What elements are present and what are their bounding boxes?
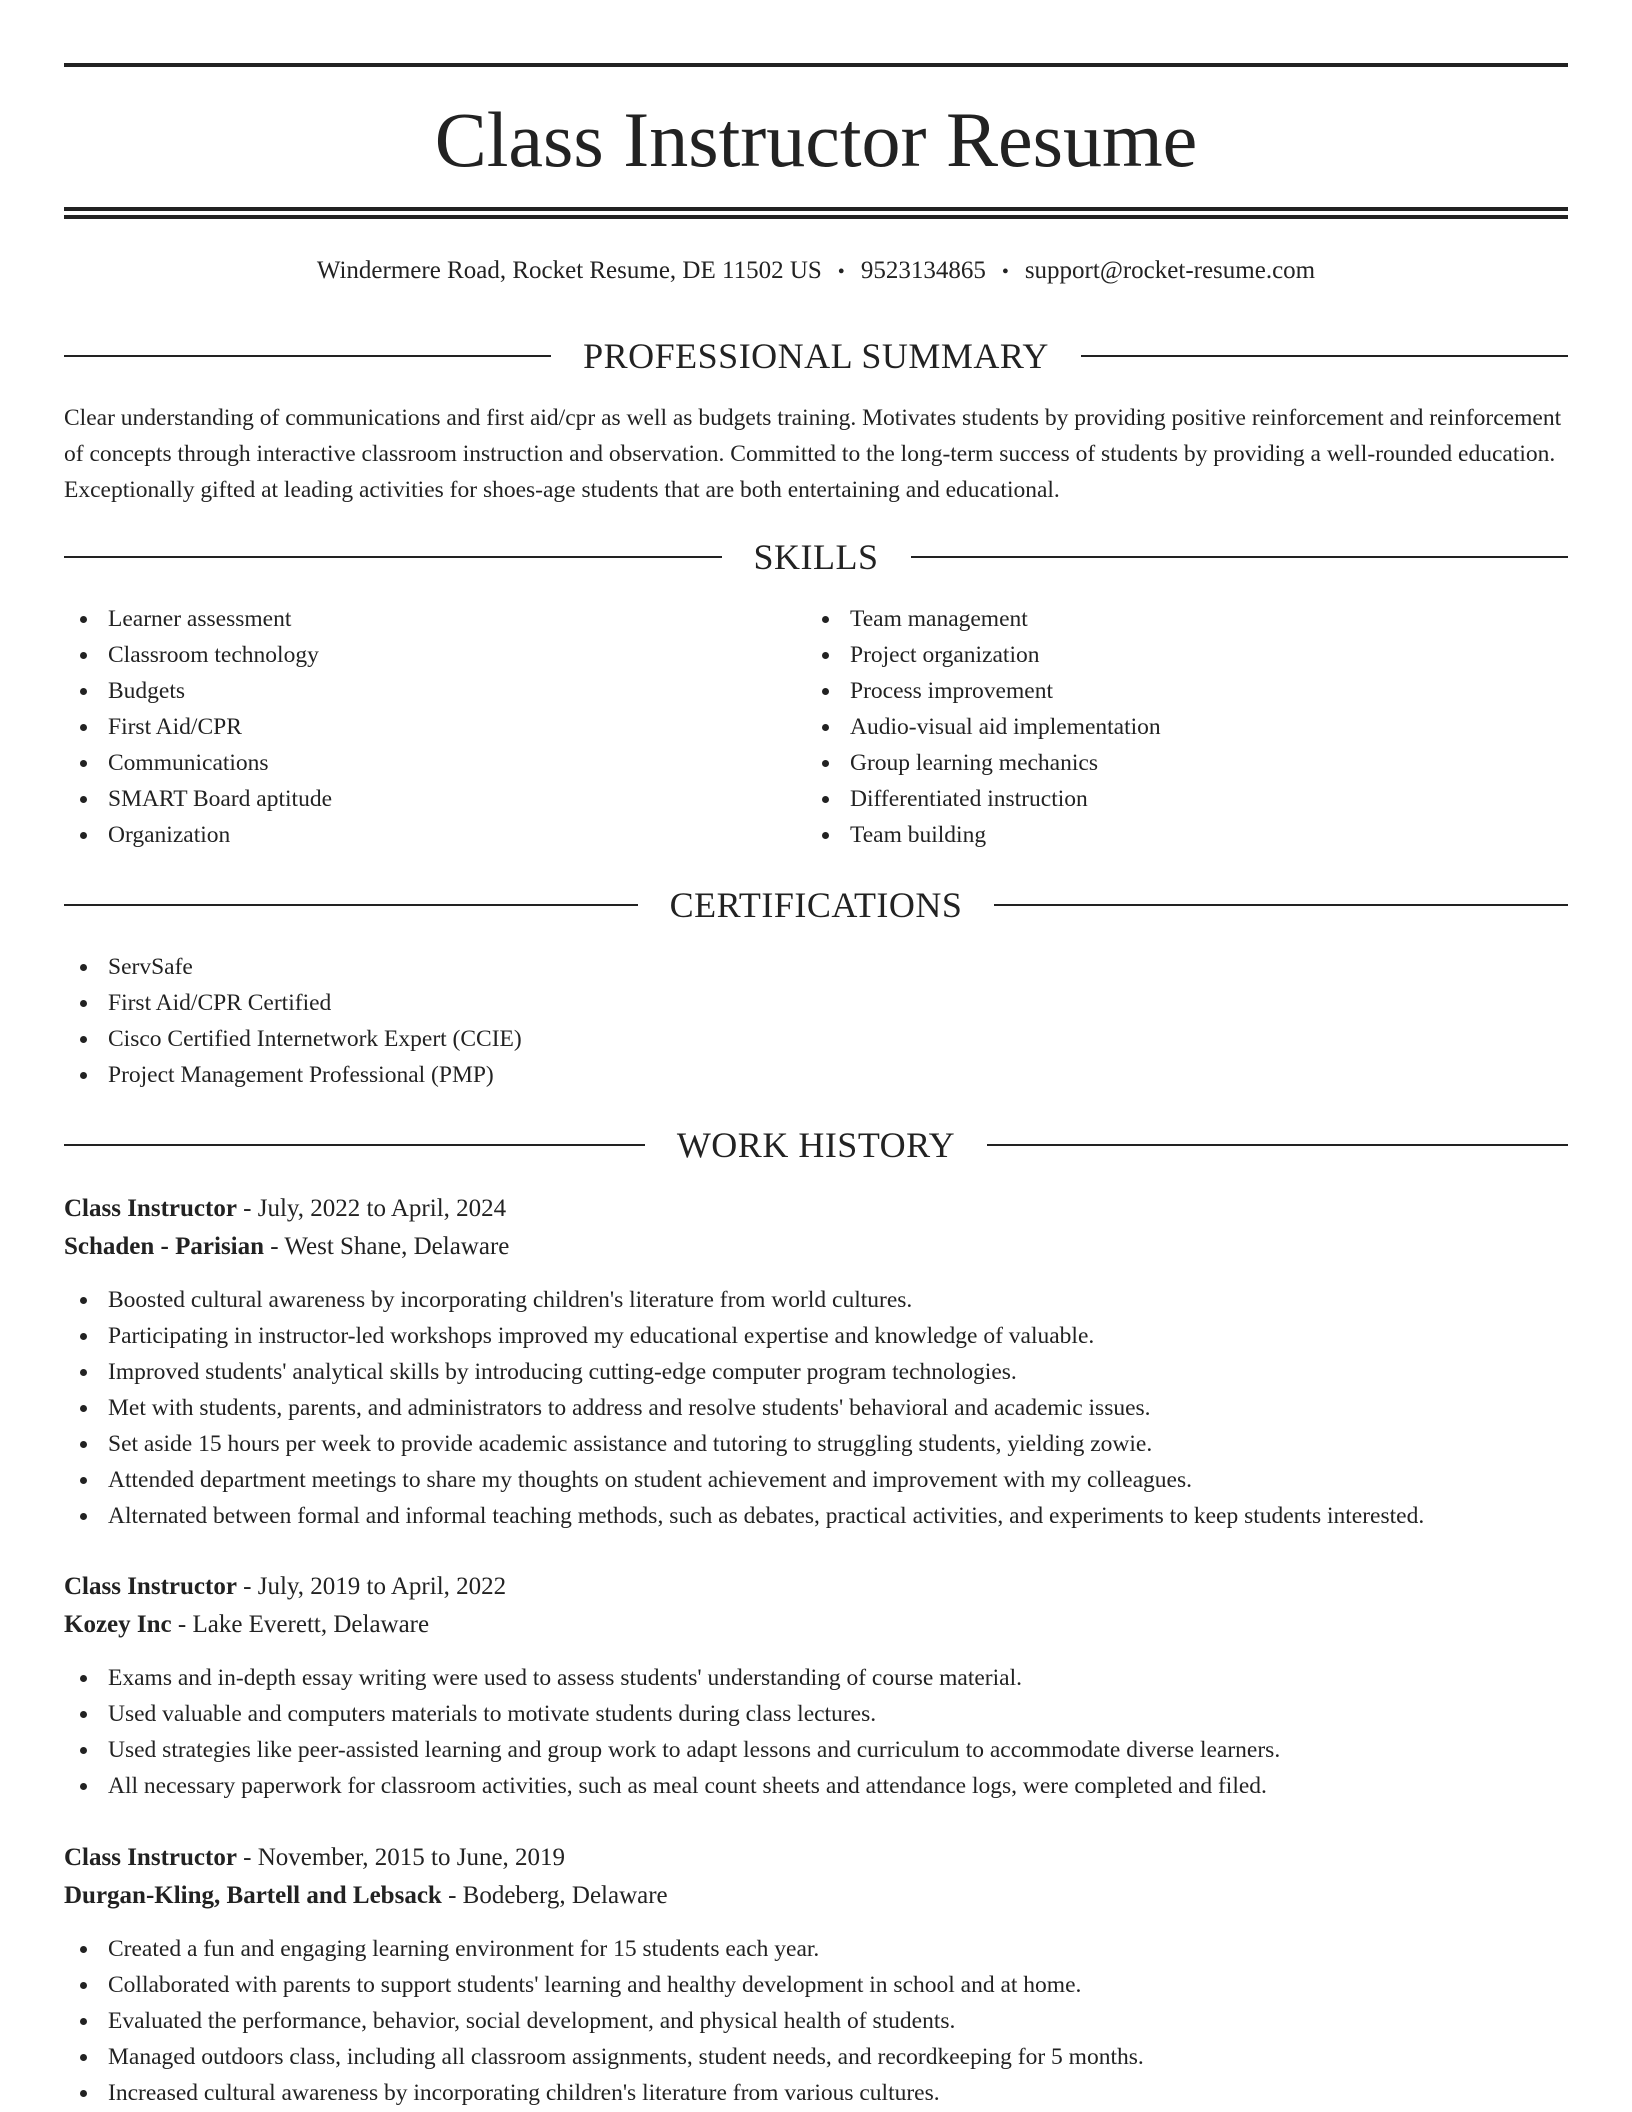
skill-item: Team management bbox=[806, 601, 1566, 637]
contact-line bbox=[64, 256, 1568, 287]
header-double-rule-lower bbox=[64, 215, 1568, 219]
summary-section-header bbox=[64, 334, 1568, 378]
job-bullets bbox=[64, 1931, 1568, 2111]
skills-section-title: SKILLS bbox=[753, 537, 879, 577]
skill-item: Communications bbox=[64, 745, 804, 781]
certification-item: Project Management Professional (PMP) bbox=[64, 1057, 1568, 1093]
header-top-rule bbox=[64, 63, 1568, 67]
section-rule-left bbox=[64, 556, 722, 558]
contact-phone: 9523134865 bbox=[860, 257, 986, 284]
skills-section-header bbox=[64, 535, 1568, 579]
job-bullet-item: Managed outdoors class, including all classroom assignments, student needs, and recordkeeping for 5 months. bbox=[64, 2039, 1568, 2075]
job-entry bbox=[64, 1568, 1568, 1804]
job-company-line bbox=[64, 1877, 1568, 1915]
job-bullets bbox=[64, 1660, 1568, 1804]
summary-section-title: PROFESSIONAL SUMMARY bbox=[583, 336, 1049, 376]
job-location: - Lake Everett, Delaware bbox=[171, 1611, 430, 1638]
job-bullet-item: All necessary paperwork for classroom activities, such as meal count sheets and attendance logs, were completed and filed. bbox=[64, 1768, 1568, 1804]
skill-item: SMART Board aptitude bbox=[64, 781, 804, 817]
skill-item: Audio-visual aid implementation bbox=[806, 709, 1566, 745]
header-double-rule-upper bbox=[64, 207, 1568, 211]
job-title-line bbox=[64, 1568, 1568, 1606]
job-location: - Bodeberg, Delaware bbox=[441, 1882, 668, 1909]
job-title: Class Instructor bbox=[64, 1844, 237, 1871]
job-title-line bbox=[64, 1190, 1568, 1228]
job-company: Kozey Inc bbox=[64, 1611, 172, 1638]
skill-item: Process improvement bbox=[806, 673, 1566, 709]
skill-item: Group learning mechanics bbox=[806, 745, 1566, 781]
job-bullet-item: Increased cultural awareness by incorporating children's literature from various cultures. bbox=[64, 2075, 1568, 2111]
resume-title: Class Instructor Resume bbox=[434, 96, 1198, 183]
job-bullet-item: Alternated between formal and informal teaching methods, such as debates, practical activities, and experiments to keep students interested. bbox=[64, 1498, 1568, 1534]
job-bullet-item: Attended department meetings to share my thoughts on student achievement and improvement with my colleagues. bbox=[64, 1462, 1568, 1498]
skill-item: First Aid/CPR bbox=[64, 709, 804, 745]
job-dates: - July, 2022 to April, 2024 bbox=[236, 1195, 507, 1222]
job-bullet-item: Met with students, parents, and administrators to address and resolve students' behavioral and academic issues. bbox=[64, 1390, 1568, 1426]
certification-item: First Aid/CPR Certified bbox=[64, 985, 1568, 1021]
job-bullet-item: Boosted cultural awareness by incorporating children's literature from world cultures. bbox=[64, 1282, 1568, 1318]
job-dates: - November, 2015 to June, 2019 bbox=[236, 1844, 566, 1871]
section-rule-right bbox=[1081, 355, 1568, 357]
job-title-line bbox=[64, 1839, 1568, 1877]
job-title: Class Instructor bbox=[64, 1573, 237, 1600]
certifications-section-header bbox=[64, 883, 1568, 927]
job-bullets bbox=[64, 1282, 1568, 1534]
job-company-line bbox=[64, 1606, 1568, 1644]
section-rule-left bbox=[64, 1144, 645, 1146]
skill-item: Organization bbox=[64, 817, 804, 853]
job-location: - West Shane, Delaware bbox=[264, 1233, 510, 1260]
work-history-section-header bbox=[64, 1123, 1568, 1167]
job-bullet-item: Exams and in-depth essay writing were used to assess students' understanding of course material. bbox=[64, 1660, 1568, 1696]
summary-text: Clear understanding of communications and first aid/cpr as well as budgets training. Motivates students by providing positive reinforcement and reinforcement of concepts through interactive classroom instruction and observation. Committed to the long-term success of students by providing a well-rounded education. Exceptionally gifted at leading activities for shoes-age students that are both entertaining and educational. bbox=[64, 405, 1562, 503]
work-history-section-title: WORK HISTORY bbox=[676, 1125, 956, 1165]
section-rule-left bbox=[64, 904, 638, 906]
section-rule-right bbox=[987, 1144, 1568, 1146]
job-bullet-item: Collaborated with parents to support students' learning and healthy development in school and at home. bbox=[64, 1967, 1568, 2003]
skill-item: Budgets bbox=[64, 673, 804, 709]
skill-item: Classroom technology bbox=[64, 637, 804, 673]
contact-separator: • bbox=[837, 261, 845, 283]
job-entry bbox=[64, 1190, 1568, 1534]
skill-item: Differentiated instruction bbox=[806, 781, 1566, 817]
skill-item: Project organization bbox=[806, 637, 1566, 673]
job-bullet-item: Improved students' analytical skills by introducing cutting-edge computer program technologies. bbox=[64, 1354, 1568, 1390]
job-title: Class Instructor bbox=[64, 1195, 237, 1222]
contact-email: support@rocket-resume.com bbox=[1024, 257, 1316, 284]
job-company: Schaden - Parisian bbox=[64, 1233, 265, 1260]
job-bullet-item: Used strategies like peer-assisted learning and group work to adapt lessons and curriculum to accommodate diverse learners. bbox=[64, 1732, 1568, 1768]
job-dates: - July, 2019 to April, 2022 bbox=[236, 1573, 507, 1600]
section-rule-left bbox=[64, 355, 551, 357]
job-bullet-item: Created a fun and engaging learning environment for 15 students each year. bbox=[64, 1931, 1568, 1967]
job-company: Durgan-Kling, Bartell and Lebsack bbox=[64, 1882, 442, 1909]
job-bullet-item: Participating in instructor-led workshops improved my educational expertise and knowledge of valuable. bbox=[64, 1318, 1568, 1354]
certification-item: Cisco Certified Internetwork Expert (CCIE) bbox=[64, 1021, 1568, 1057]
contact-separator: • bbox=[1001, 261, 1009, 283]
skill-item: Learner assessment bbox=[64, 601, 804, 637]
certifications-section-title: CERTIFICATIONS bbox=[669, 885, 963, 925]
job-entry bbox=[64, 1839, 1568, 2111]
skills-list-right bbox=[806, 601, 1566, 853]
section-rule-right bbox=[911, 556, 1569, 558]
skills-list-left bbox=[64, 601, 804, 853]
job-bullet-item: Used valuable and computers materials to motivate students during class lectures. bbox=[64, 1696, 1568, 1732]
certifications-list bbox=[64, 949, 1568, 1093]
certification-item: ServSafe bbox=[64, 949, 1568, 985]
job-company-line bbox=[64, 1228, 1568, 1266]
section-rule-right bbox=[994, 904, 1568, 906]
skill-item: Team building bbox=[806, 817, 1566, 853]
job-bullet-item: Evaluated the performance, behavior, social development, and physical health of students. bbox=[64, 2003, 1568, 2039]
job-bullet-item: Set aside 15 hours per week to provide academic assistance and tutoring to struggling students, yielding zowie. bbox=[64, 1426, 1568, 1462]
contact-address: Windermere Road, Rocket Resume, DE 11502 US bbox=[316, 257, 822, 284]
